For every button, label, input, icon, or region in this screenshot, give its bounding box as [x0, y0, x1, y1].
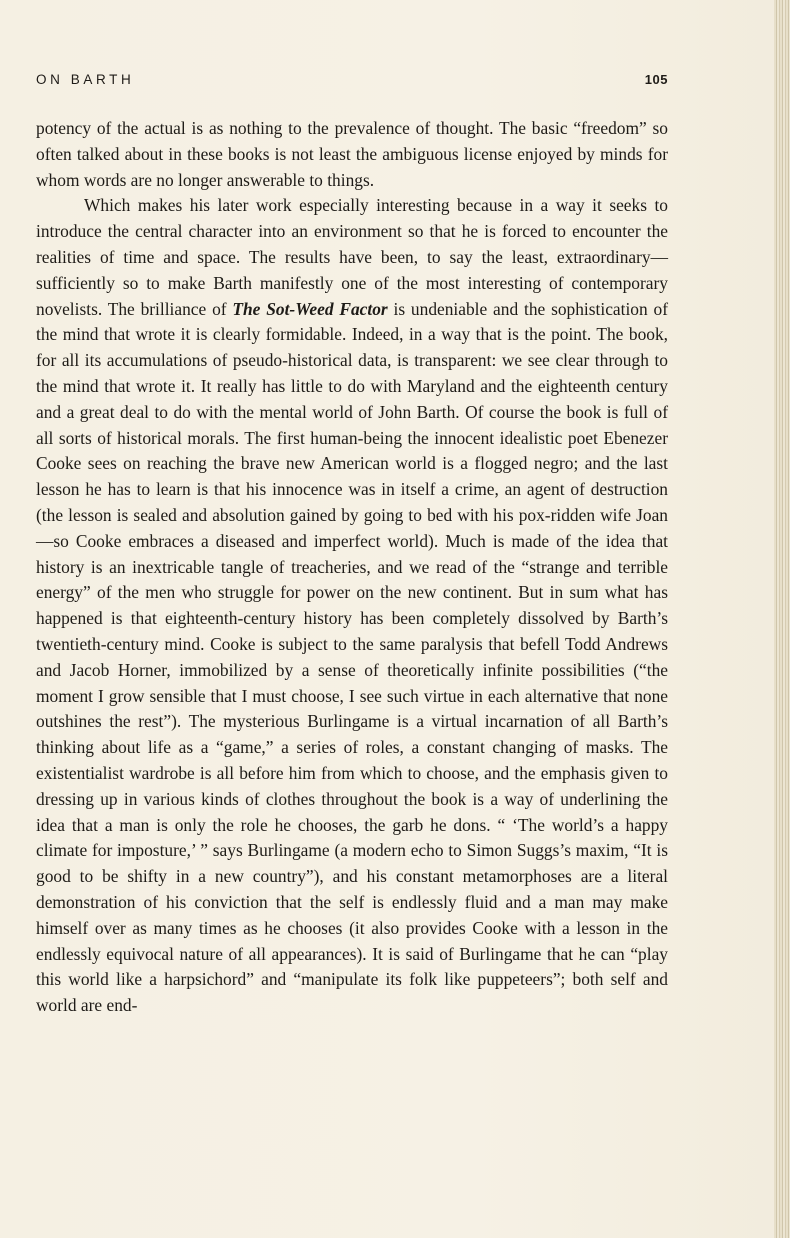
running-head: [36, 72, 668, 94]
page-number: 105: [644, 72, 668, 87]
paragraph: [36, 193, 668, 1019]
paragraph-text-after-title: is undeniable and the sophistication of the mind that wrote it is clearly formidable. Indeed, in a way that is the point. The book, for all its accumulations of pseudo-historical data, is transparent: we see clear through to the mind that wrote it. It really has little to do with Maryland and the eighteenth century and a great deal to do with the mental world of John Barth. Of course the book is full of all sorts of historical morals. The first human-being the innocent idealistic poet Ebenezer Cooke sees on reaching the brave new American world is a flogged negro; and the last lesson he has to learn is that his innocence was in itself a crime, an agent of destruction (the lesson is sealed and absolution gained by going to bed with his pox-ridden wife Joan—so Cooke embraces a diseased and imperfect world). Much is made of the idea that history is an inextricable tangle of treacheries, and we read of the “strange and terrible energy” of the men who struggle for power on the new continent. But in sum what has happened is that eighteenth-century history has been completely dissolved by Barth’s twentieth-century mind. Cooke is subject to the same paralysis that befell Todd Andrews and Jacob Horner, immobilized by a sense of theoretically infinite possibilities (“the moment I grow sensible that I must choose, I see such virtue in each alternative that none outshines the rest”). The mysterious Burlingame is a virtual incarnation of all Barth’s thinking about life as a “game,” a series of roles, a constant changing of masks. The existentialist wardrobe is all before him from which to choose, and the emphasis given to dressing up in various kinds of clothes throughout the book is a way of underlining the idea that a man is only the role he chooses, the garb he dons. “ ‘The world’s a happy climate for imposture,’ ” says Burlingame (a modern echo to Simon Suggs’s maxim, “It is good to be shifty in a new country”), and his constant metamorphoses are a literal demonstration of his conviction that the self is endlessly fluid and a man may make himself over as many times as he chooses (it also provides Cooke with a lesson in the endlessly equivocal nature of all appearances). It is said of Burlingame that he can “play this world like a harpsichord” and “manipulate its folk like puppeteers”; both self and world are end-: [36, 298, 669, 1016]
body-text: [36, 116, 668, 1019]
running-title: ON BARTH: [36, 72, 135, 87]
book-title: The Sot-Weed Factor: [232, 298, 388, 319]
paragraph-text: potency of the actual is as nothing to the prevalence of thought. The basic “freedom” so often talked about in these books is not least the ambiguous license enjoyed by minds for whom words are no longer answerable to things.: [36, 118, 668, 190]
page-edge: [774, 0, 790, 1238]
paragraph: [36, 116, 668, 193]
paragraph-text-before-title: Which makes his later work especially interesting because in a way it seeks to introduce the central character into an environment so that he is forced to encounter the realities of time and space. The results have been, to say the least, extraordinary—sufficiently so to make Barth manifestly one of the most interesting of contemporary novelists. The brilliance of: [36, 195, 668, 319]
